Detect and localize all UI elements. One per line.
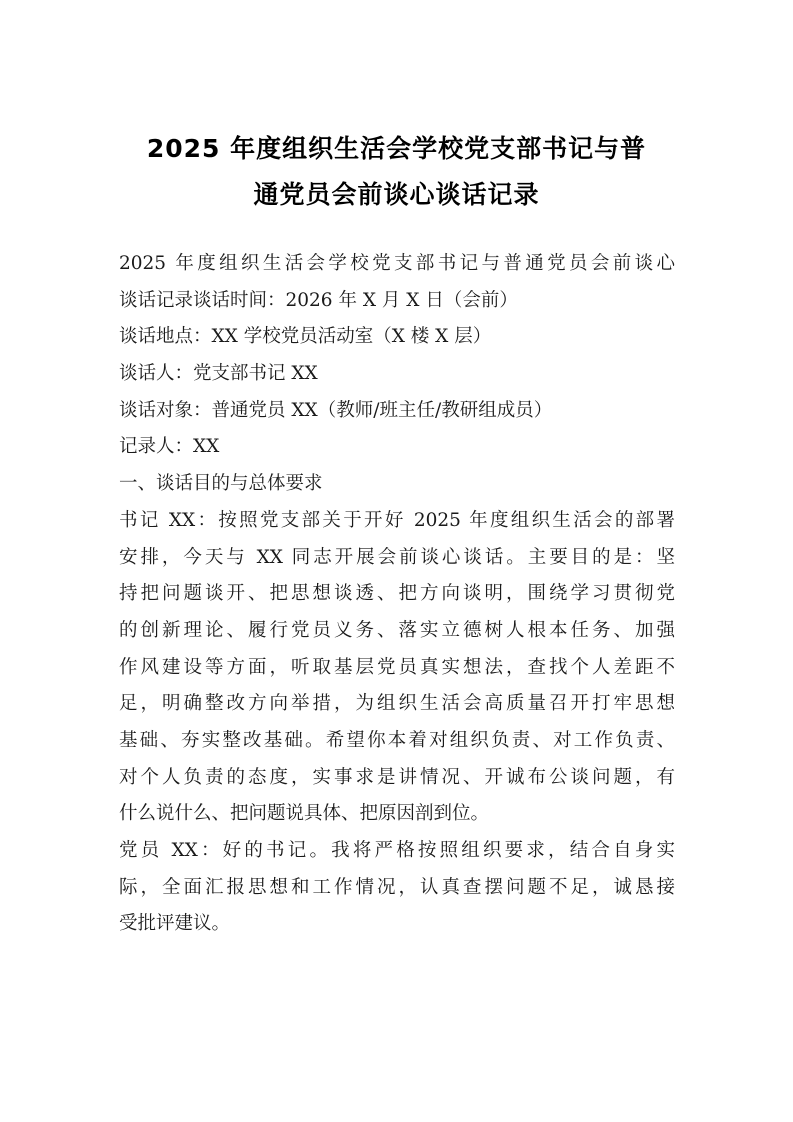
body-line: 谈话对象：普通党员 XX（教师/班主任/教研组成员） xyxy=(119,399,553,421)
body-line: 作风建设等方面，听取基层党员真实想法，查找个人差距不 xyxy=(119,656,675,678)
body-line: 安排，今天与 XX 同志开展会前谈心谈话。主要目的是：坚 xyxy=(119,546,675,568)
body-line: 2025 年度组织生活会学校党支部书记与普通党员会前谈心 xyxy=(119,253,675,274)
body-line: 谈话记录谈话时间：2026 年 X 月 X 日（会前） xyxy=(119,289,518,311)
body-line: 基础、夯实整改基础。希望你本着对组织负责、对工作负责、 xyxy=(119,729,675,751)
body-line: 什么说什么、把问题说具体、把原因剖到位。 xyxy=(119,803,490,825)
body-line: 足，明确整改方向举措，为组织生活会高质量召开打牢思想 xyxy=(119,693,675,715)
body-line: 党员 XX：好的书记。我将严格按照组织要求，结合自身实 xyxy=(119,840,675,861)
body-line: 的创新理论、履行党员义务、落实立德树人根本任务、加强 xyxy=(119,619,675,641)
document-body xyxy=(119,246,675,943)
body-line: 书记 XX：按照党支部关于开好 2025 年度组织生活会的部署 xyxy=(119,509,675,531)
body-line: 谈话地点：XX 学校党员活动室（X 楼 X 层） xyxy=(119,326,492,348)
section-heading: 一、谈话目的与总体要求 xyxy=(119,473,323,495)
body-line: 受批评建议。 xyxy=(119,913,231,935)
body-line: 对个人负责的态度，实事求是讲情况、开诚布公谈问题，有 xyxy=(119,766,675,788)
body-line: 谈话人：党支部书记 XX xyxy=(119,363,318,385)
body-line: 际，全面汇报思想和工作情况，认真查摆问题不足，诚恳接 xyxy=(119,876,675,898)
body-line: 持把问题谈开、把思想谈透、把方向谈明，围绕学习贯彻党 xyxy=(119,583,675,605)
document-title xyxy=(100,126,693,218)
body-line: 记录人：XX xyxy=(119,436,220,458)
title-line-1: 2025 年度组织生活会学校党支部书记与普 xyxy=(146,134,647,163)
title-line-2: 通党员会前谈心谈话记录 xyxy=(253,180,540,209)
